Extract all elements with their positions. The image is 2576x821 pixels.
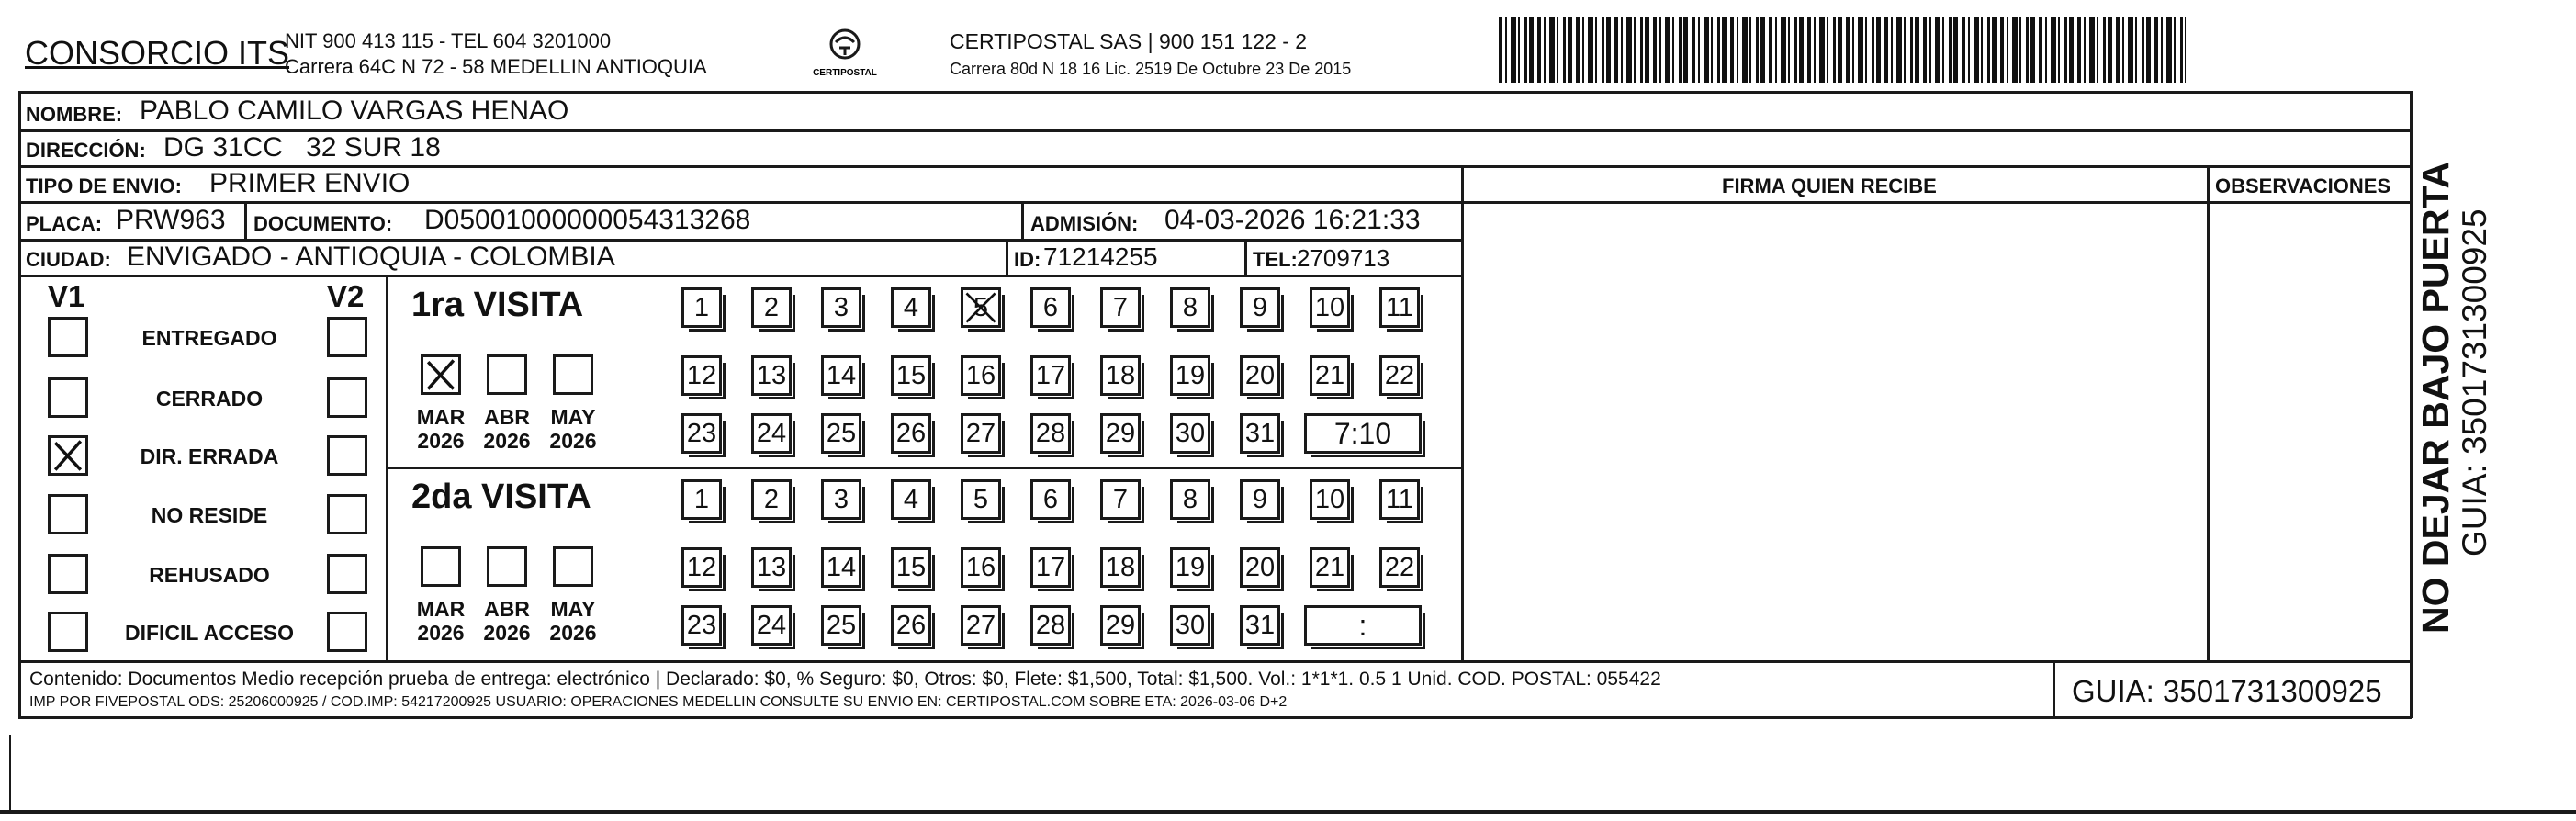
- tel-divider: [1244, 239, 1247, 275]
- v1-checkbox[interactable]: [48, 494, 88, 534]
- month-year: 2026: [483, 429, 531, 454]
- day-box[interactable]: 23: [681, 605, 722, 646]
- v2-checkbox[interactable]: [327, 435, 367, 476]
- plate-value: PRW963: [116, 205, 226, 235]
- recipient-address: DG 31CC 32 SUR 18: [163, 132, 441, 163]
- barcode: [1499, 17, 2186, 83]
- day-box[interactable]: 29: [1100, 413, 1141, 454]
- v2-checkbox[interactable]: [327, 317, 367, 357]
- visit1-title: 1ra VISITA: [411, 286, 584, 324]
- status-label: REHUSADO: [149, 563, 270, 587]
- company-address-line: Carrera 64C N 72 - 58 MEDELLIN ANTIOQUIA: [285, 55, 707, 78]
- day-box[interactable]: 20: [1240, 547, 1280, 588]
- day-box[interactable]: 18: [1100, 547, 1141, 588]
- logo-wordmark: CERTIPOSTAL: [813, 68, 877, 78]
- id-label: ID:: [1014, 248, 1041, 271]
- day-box[interactable]: 15: [891, 547, 931, 588]
- day-box[interactable]: 6: [1030, 479, 1071, 520]
- month-label: [411, 597, 470, 646]
- company-name: CONSORCIO ITS: [25, 34, 290, 72]
- v2-label: V2: [327, 279, 365, 313]
- day-box[interactable]: 17: [1030, 547, 1071, 588]
- document-value: D05001000000054313268: [424, 205, 751, 235]
- month-checkbox[interactable]: [421, 546, 461, 587]
- footer-guide: GUIA: 3501731300925: [2072, 674, 2382, 708]
- day-box[interactable]: 21: [1310, 547, 1350, 588]
- day-box[interactable]: 12: [681, 547, 722, 588]
- signature-divider: [1461, 165, 1464, 660]
- frame-top: [18, 91, 2412, 94]
- day-box[interactable]: 31: [1240, 413, 1280, 454]
- company-nit-line: NIT 900 413 115 - TEL 604 3201000: [285, 29, 612, 52]
- day-box[interactable]: 16: [961, 355, 1001, 396]
- month-year: 2026: [417, 429, 465, 454]
- day-box[interactable]: 8: [1170, 479, 1210, 520]
- day-box[interactable]: 24: [751, 605, 792, 646]
- send-type: PRIMER ENVIO: [209, 168, 411, 198]
- status-label: DIFICIL ACCESO: [124, 621, 294, 645]
- carrier-line: CERTIPOSTAL SAS | 900 151 122 - 2: [950, 29, 1308, 53]
- month-checkbox[interactable]: [421, 354, 461, 395]
- day-box[interactable]: 27: [961, 605, 1001, 646]
- visit-divider: [386, 467, 1463, 469]
- day-box[interactable]: 25: [821, 605, 861, 646]
- certipostal-logo-icon: [808, 26, 882, 81]
- day-box[interactable]: 19: [1170, 355, 1210, 396]
- month-checkbox[interactable]: [487, 546, 527, 587]
- city-value: ENVIGADO - ANTIOQUIA - COLOMBIA: [127, 242, 615, 272]
- day-box[interactable]: 2: [751, 287, 792, 328]
- day-box[interactable]: 14: [821, 547, 861, 588]
- day-box[interactable]: 22: [1379, 355, 1420, 396]
- admission-divider: [1021, 201, 1024, 239]
- day-box[interactable]: 13: [751, 547, 792, 588]
- plate-label: PLACA:: [26, 212, 103, 235]
- x-mark-icon: [423, 357, 458, 392]
- side-warning: NO DEJAR BAJO PUERTA: [2414, 161, 2457, 634]
- month-label: [544, 597, 602, 646]
- day-box[interactable]: 29: [1100, 605, 1141, 646]
- visit2-title: 2da VISITA: [411, 478, 591, 516]
- month-year: 2026: [417, 621, 465, 646]
- day-box[interactable]: 3: [821, 287, 861, 328]
- observations-divider: [2207, 165, 2210, 660]
- frame-right: [2410, 91, 2413, 718]
- day-box[interactable]: 28: [1030, 413, 1071, 454]
- document-label: DOCUMENTO:: [253, 212, 393, 235]
- frame-row5: [18, 275, 1463, 277]
- month-checkbox[interactable]: [487, 354, 527, 395]
- admission-value: 04-03-2026 16:21:33: [1164, 205, 1421, 235]
- v1-checkbox[interactable]: [48, 435, 88, 476]
- v2-checkbox[interactable]: [327, 494, 367, 534]
- day-box[interactable]: 23: [681, 413, 722, 454]
- v2-checkbox[interactable]: [327, 377, 367, 418]
- v1-checkbox[interactable]: [48, 317, 88, 357]
- month-name: MAR: [416, 405, 466, 429]
- day-box[interactable]: 3: [821, 479, 861, 520]
- day-box[interactable]: 28: [1030, 605, 1071, 646]
- day-box[interactable]: 16: [961, 547, 1001, 588]
- day-box[interactable]: 4: [891, 479, 931, 520]
- month-checkbox[interactable]: [553, 546, 593, 587]
- v1-checkbox[interactable]: [48, 612, 88, 652]
- tel-value: 2709713: [1297, 244, 1390, 272]
- day-box[interactable]: 11: [1379, 479, 1420, 520]
- admission-label: ADMISIÓN:: [1030, 212, 1139, 235]
- month-name: ABR: [484, 597, 530, 621]
- side-guide: GUIA: 3501731300925: [2456, 208, 2493, 557]
- day-box[interactable]: 31: [1240, 605, 1280, 646]
- day-box[interactable]: 26: [891, 605, 931, 646]
- footer-contents: Contenido: Documentos Medio recepción prueba de entrega: electrónico | Declarado: $0, % Seguro: $0, Otros: $0, Flete: $1,500, Total: $1,500. Vol.: 1*1*1. 0.5 1 Unid. COD. POSTAL: 055422: [29, 669, 1661, 690]
- day-box[interactable]: 1: [681, 479, 722, 520]
- day-box[interactable]: 20: [1240, 355, 1280, 396]
- month-label: [478, 597, 536, 646]
- day-box[interactable]: 21: [1310, 355, 1350, 396]
- frame-left: [18, 91, 21, 718]
- day-box[interactable]: 10: [1310, 479, 1350, 520]
- day-box[interactable]: 19: [1170, 547, 1210, 588]
- day-box[interactable]: 5: [961, 287, 1001, 328]
- day-box[interactable]: 13: [751, 355, 792, 396]
- observations-column-title: OBSERVACIONES: [2215, 174, 2391, 197]
- day-box[interactable]: 22: [1379, 547, 1420, 588]
- day-box[interactable]: 1: [681, 287, 722, 328]
- day-box[interactable]: 9: [1240, 287, 1280, 328]
- day-box[interactable]: 30: [1170, 413, 1210, 454]
- day-box[interactable]: 11: [1379, 287, 1420, 328]
- day-box[interactable]: 7: [1100, 287, 1141, 328]
- frame-bottom: [18, 716, 2412, 719]
- v1-checkbox[interactable]: [48, 377, 88, 418]
- day-box[interactable]: 26: [891, 413, 931, 454]
- month-label: [478, 405, 536, 454]
- day-box[interactable]: 12: [681, 355, 722, 396]
- month-label: [544, 405, 602, 454]
- day-box[interactable]: 30: [1170, 605, 1210, 646]
- day-box[interactable]: 15: [891, 355, 931, 396]
- cut-line-left: [9, 735, 11, 814]
- day-box[interactable]: 14: [821, 355, 861, 396]
- month-label: [411, 405, 470, 454]
- month-year: 2026: [483, 621, 531, 646]
- send-type-label: TIPO DE ENVIO:: [26, 174, 182, 197]
- name-label: NOMBRE:: [26, 103, 123, 126]
- day-box[interactable]: 6: [1030, 287, 1071, 328]
- day-box[interactable]: 25: [821, 413, 861, 454]
- footer-imp: IMP POR FIVEPOSTAL ODS: 25206000925 / COD.IMP: 54217200925 USUARIO: OPERACIONES MEDELLIN CONSULTE SU ENVIO EN: CERTIPOSTAL.COM SOBRE ETA: 2026-03-06 D+2: [29, 694, 1288, 710]
- city-label: CIUDAD:: [26, 248, 111, 271]
- v1-label: V1: [48, 279, 85, 313]
- id-value: 71214255: [1043, 242, 1158, 271]
- status-label: DIR. ERRADA: [140, 444, 279, 468]
- v1-checkbox[interactable]: [48, 554, 88, 594]
- x-mark-icon: [963, 290, 998, 325]
- id-divider: [1006, 239, 1008, 275]
- month-name: MAY: [550, 405, 596, 429]
- day-box[interactable]: 4: [891, 287, 931, 328]
- day-box[interactable]: 7: [1100, 479, 1141, 520]
- carrier-license-line: Carrera 80d N 18 16 Lic. 2519 De Octubre 23 De 2015: [950, 60, 1352, 78]
- day-box[interactable]: 27: [961, 413, 1001, 454]
- time-box[interactable]: 7:10: [1304, 413, 1422, 454]
- day-box[interactable]: 17: [1030, 355, 1071, 396]
- day-box[interactable]: 24: [751, 413, 792, 454]
- status-label: NO RESIDE: [151, 503, 268, 527]
- frame-row3: [18, 201, 1463, 204]
- month-name: ABR: [484, 405, 530, 429]
- v2-checkbox[interactable]: [327, 554, 367, 594]
- month-year: 2026: [549, 621, 597, 646]
- day-box[interactable]: 9: [1240, 479, 1280, 520]
- recipient-name: PABLO CAMILO VARGAS HENAO: [140, 96, 569, 126]
- day-box[interactable]: 10: [1310, 287, 1350, 328]
- tel-label: TEL:: [1253, 248, 1298, 271]
- certipostal-logo: [808, 26, 882, 81]
- address-label: DIRECCIÓN:: [26, 139, 146, 162]
- time-box[interactable]: :: [1304, 605, 1422, 646]
- month-name: MAR: [416, 597, 466, 621]
- header-underline-right: [1461, 201, 2412, 204]
- status-label: ENTREGADO: [141, 326, 277, 350]
- month-name: MAY: [550, 597, 596, 621]
- day-box[interactable]: 18: [1100, 355, 1141, 396]
- day-box[interactable]: 2: [751, 479, 792, 520]
- month-year: 2026: [549, 429, 597, 454]
- day-box[interactable]: 5: [961, 479, 1001, 520]
- day-box[interactable]: 8: [1170, 287, 1210, 328]
- month-checkbox[interactable]: [553, 354, 593, 395]
- status-label: CERRADO: [155, 387, 264, 410]
- footer-guide-divider: [2053, 660, 2055, 718]
- plate-divider: [244, 201, 247, 239]
- cut-line-bottom: [0, 810, 2576, 814]
- v2-checkbox[interactable]: [327, 612, 367, 652]
- signature-column-title: FIRMA QUIEN RECIBE: [1722, 174, 1937, 197]
- x-mark-icon: [51, 438, 85, 473]
